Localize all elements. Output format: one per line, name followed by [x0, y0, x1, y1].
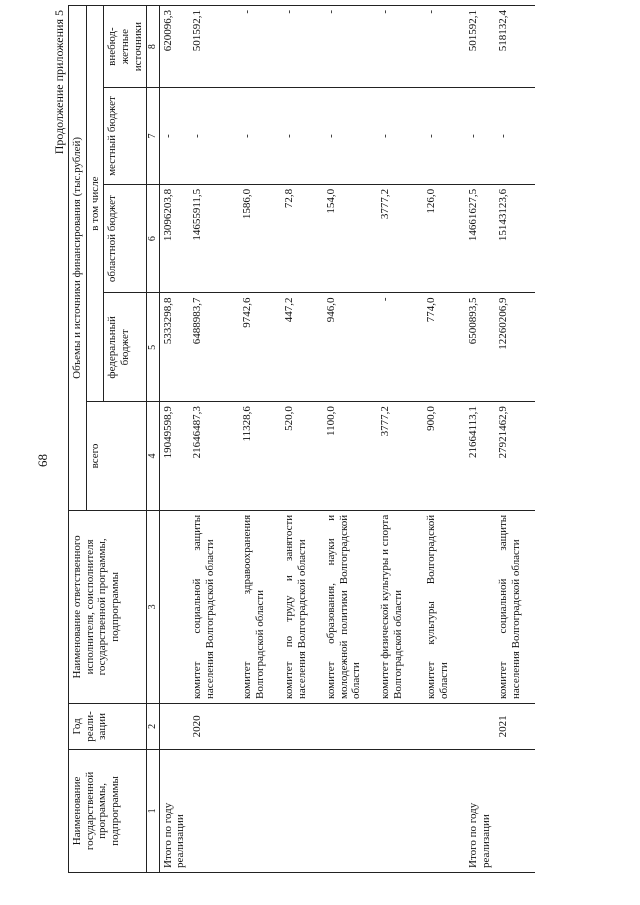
row-executor: комитет образования, науки и молодежной политики Волгоградской области [323, 510, 377, 703]
row-program-name [189, 749, 239, 872]
row-program-name [495, 749, 535, 872]
row-local: - [159, 88, 189, 185]
row-year: 2021 [495, 703, 535, 749]
table-row [281, 6, 323, 873]
row-local: - [281, 88, 323, 185]
row-year [377, 703, 423, 749]
col-number: 7 [147, 88, 160, 185]
row-extra: 501592,1 [465, 6, 495, 88]
header-local: местный бюджет [104, 88, 147, 185]
row-year: 2020 [189, 703, 239, 749]
table-row [495, 6, 535, 873]
header-executor: Наименование ответственного исполнителя, соисполнителя государственной программы, подпрограммы [69, 510, 147, 703]
row-year [423, 703, 465, 749]
row-local: - [465, 88, 495, 185]
row-extra: - [377, 6, 423, 88]
row-year [159, 703, 189, 749]
header-year: Год реали-зации [69, 703, 147, 749]
table-row [423, 6, 465, 873]
row-federal: - [377, 293, 423, 402]
row-extra: - [323, 6, 377, 88]
row-year [239, 703, 281, 749]
row-executor: комитет социальной защиты населения Волгоградской области [189, 510, 239, 703]
row-executor: комитет по труду и занятости населения Волгоградской области [281, 510, 323, 703]
row-local: - [423, 88, 465, 185]
row-extra: 518132,4 [495, 6, 535, 88]
row-federal: 774,0 [423, 293, 465, 402]
col-number: 5 [147, 293, 160, 402]
row-program-name: Итого по году реализации [159, 749, 189, 872]
row-year [465, 703, 495, 749]
row-total: 21664113,1 [465, 402, 495, 511]
header-regional: областной бюджет [104, 184, 147, 293]
row-regional: 72,8 [281, 184, 323, 293]
financing-table [68, 5, 535, 873]
row-program-name [281, 749, 323, 872]
col-number: 6 [147, 184, 160, 293]
row-regional: 1586,0 [239, 184, 281, 293]
row-federal: 6500893,5 [465, 293, 495, 402]
row-total: 27921462,9 [495, 402, 535, 511]
row-federal: 9742,6 [239, 293, 281, 402]
row-year [323, 703, 377, 749]
header-including: в том числе [86, 6, 104, 402]
header-program: Наименование государственной программы, подпрограммы [69, 749, 147, 872]
col-number: 1 [147, 749, 160, 872]
row-regional: 3777,2 [377, 184, 423, 293]
header-financing: Объемы и источники финансирования (тыс.рублей) [69, 6, 87, 511]
col-number: 3 [147, 510, 160, 703]
row-regional: 14655911,5 [189, 184, 239, 293]
row-total: 21646487,3 [189, 402, 239, 511]
table-row [159, 6, 189, 873]
row-total: 1100,0 [323, 402, 377, 511]
table-row [377, 6, 423, 873]
row-local: - [323, 88, 377, 185]
row-local: - [189, 88, 239, 185]
row-total: 19049598,9 [159, 402, 189, 511]
row-federal: 12260206,9 [495, 293, 535, 402]
table-row [189, 6, 239, 873]
row-program-name [423, 749, 465, 872]
row-regional: 13096203,8 [159, 184, 189, 293]
row-executor: комитет культуры Волгоградской области [423, 510, 465, 703]
table-row [465, 6, 495, 873]
row-local: - [495, 88, 535, 185]
row-regional: 154,0 [323, 184, 377, 293]
header-federal: федеральный бюджет [104, 293, 147, 402]
row-executor [465, 510, 495, 703]
table-row [323, 6, 377, 873]
row-local: - [239, 88, 281, 185]
row-program-name [323, 749, 377, 872]
row-total: 11328,6 [239, 402, 281, 511]
row-total: 520,0 [281, 402, 323, 511]
row-extra: - [239, 6, 281, 88]
continuation-note: Продолжение приложения 5 [52, 10, 66, 155]
row-executor [159, 510, 189, 703]
row-regional: 15143123,6 [495, 184, 535, 293]
row-local: - [377, 88, 423, 185]
header-extra: внебюд-жетные источники [104, 6, 147, 88]
row-year [281, 703, 323, 749]
row-executor: комитет физической культуры и спорта Волгоградской области [377, 510, 423, 703]
row-regional: 126,0 [423, 184, 465, 293]
row-total: 3777,2 [377, 402, 423, 511]
row-extra: 620096,3 [159, 6, 189, 88]
col-number: 8 [147, 6, 160, 88]
header-total: всего [86, 402, 147, 511]
row-total: 900,0 [423, 402, 465, 511]
row-extra: 501592,1 [189, 6, 239, 88]
row-extra: - [281, 6, 323, 88]
row-regional: 14661627,5 [465, 184, 495, 293]
col-number: 4 [147, 402, 160, 511]
row-executor: комитет социальной защиты населения Волгоградской области [495, 510, 535, 703]
row-federal: 6488983,7 [189, 293, 239, 402]
col-number: 2 [147, 703, 160, 749]
row-program-name: Итого по году реализации [465, 749, 495, 872]
table-body [159, 6, 535, 873]
row-extra: - [423, 6, 465, 88]
row-executor: комитет здравоохранения Волгоградской области [239, 510, 281, 703]
row-program-name [377, 749, 423, 872]
row-program-name [239, 749, 281, 872]
row-federal: 5333298,8 [159, 293, 189, 402]
row-federal: 946,0 [323, 293, 377, 402]
table-row [239, 6, 281, 873]
page-number: 68 [35, 454, 50, 467]
row-federal: 447,2 [281, 293, 323, 402]
